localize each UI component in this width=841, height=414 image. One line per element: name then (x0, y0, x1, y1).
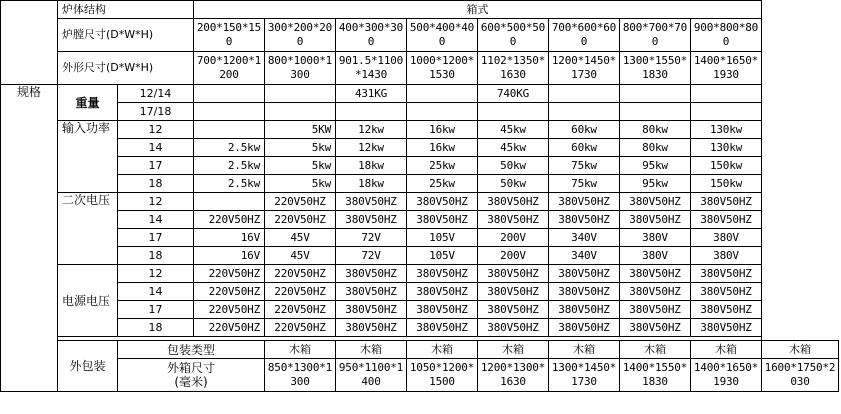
pack-size-row (1, 359, 839, 392)
supply-cell: 220V50HZ (265, 301, 336, 319)
supply-cell: 380V50HZ (336, 283, 407, 301)
supply-cell: 380V50HZ (620, 265, 691, 283)
supply-cell: 380V50HZ (620, 301, 691, 319)
power-cell: 5kw (265, 175, 336, 193)
power-cell: 75kw (549, 157, 620, 175)
weight-cell (549, 85, 620, 103)
supply-cell: 380V50HZ (620, 283, 691, 301)
row-num: 12 (118, 265, 194, 283)
row-num: 14 (118, 139, 194, 157)
outer-cell: 800*1000*1300 (265, 52, 336, 85)
power-cell: 12kw (336, 121, 407, 139)
supply-cell: 380V50HZ (691, 319, 762, 337)
outer-cell: 700*1200*1200 (194, 52, 265, 85)
power-cell: 75kw (549, 175, 620, 193)
outer-cell: 1300*1550*1830 (620, 52, 691, 85)
supply-cell: 380V50HZ (691, 265, 762, 283)
power-cell: 95kw (620, 175, 691, 193)
supply-cell: 220V50HZ (265, 319, 336, 337)
supply-cell: 380V50HZ (691, 283, 762, 301)
row-num: 17 (118, 229, 194, 247)
supply-cell: 380V50HZ (336, 265, 407, 283)
outer-cell: 901.5*1100*1430 (336, 52, 407, 85)
secondary-row (1, 193, 839, 211)
power-cell: 150kw (691, 157, 762, 175)
supply-row (1, 301, 839, 319)
weight-cell (265, 85, 336, 103)
supply-cell: 220V50HZ (194, 283, 265, 301)
pack-type-cell: 木箱 (478, 341, 549, 359)
secondary-cell: 380V50HZ (549, 193, 620, 211)
secondary-cell: 380V50HZ (336, 211, 407, 229)
chamber-cell: 800*700*700 (620, 19, 691, 52)
pack-size-cell: 850*1300*1300 (265, 359, 336, 392)
power-cell: 18kw (336, 175, 407, 193)
chamber-cell: 200*150*150 (194, 19, 265, 52)
supply-cell: 380V50HZ (478, 283, 549, 301)
weight-label: 重量 (58, 85, 118, 121)
power-cell: 16kw (407, 121, 478, 139)
weight-row-17-18 (1, 103, 839, 121)
secondary-cell: 45V (265, 247, 336, 265)
chamber-row (1, 19, 839, 52)
supply-cell: 380V50HZ (407, 265, 478, 283)
supply-cell: 380V50HZ (549, 319, 620, 337)
secondary-row (1, 247, 839, 265)
outer-cell: 1200*1450*1730 (549, 52, 620, 85)
pack-type-cell: 木箱 (336, 341, 407, 359)
secondary-cell: 200V (478, 229, 549, 247)
supply-cell: 380V50HZ (336, 301, 407, 319)
chamber-cell: 300*200*200 (265, 19, 336, 52)
secondary-cell: 200V (478, 247, 549, 265)
power-cell: 50kw (478, 175, 549, 193)
secondary-cell: 16V (194, 229, 265, 247)
secondary-cell: 16V (194, 247, 265, 265)
structure-header: 炉体结构 (58, 1, 194, 19)
pack-size-cell: 1400*1550*1830 (620, 359, 691, 392)
pack-type-label: 包装类型 (118, 341, 265, 359)
power-cell: 5kw (265, 157, 336, 175)
outer-cell: 1400*1650*1930 (691, 52, 762, 85)
row-num: 17 (118, 301, 194, 319)
power-cell: 2.5kw (194, 139, 265, 157)
pack-size-label (118, 359, 265, 392)
chamber-cell: 700*600*600 (549, 19, 620, 52)
pack-size-cell: 1200*1300*1630 (478, 359, 549, 392)
pack-type-row (1, 341, 839, 359)
power-cell: 2.5kw (194, 175, 265, 193)
secondary-cell: 380V (620, 247, 691, 265)
power-cell: 50kw (478, 157, 549, 175)
power-cell: 80kw (620, 139, 691, 157)
power-cell: 25kw (407, 157, 478, 175)
secondary-cell: 220V50HZ (265, 193, 336, 211)
weight-sub-label: 12/14 (118, 85, 194, 103)
weight-cell (407, 85, 478, 103)
supply-row (1, 283, 839, 301)
outer-row (1, 52, 839, 85)
power-cell (194, 121, 265, 139)
secondary-cell: 380V50HZ (478, 211, 549, 229)
chamber-label: 炉膛尺寸(D*W*H) (58, 19, 194, 52)
row-num: 17 (118, 157, 194, 175)
packaging-label: 外包装 (58, 341, 118, 392)
secondary-cell: 340V (549, 229, 620, 247)
power-cell: 5KW (265, 121, 336, 139)
power-cell: 2.5kw (194, 157, 265, 175)
secondary-label: 二次电压 (58, 193, 118, 265)
supply-cell: 220V50HZ (265, 265, 336, 283)
power-label: 输入功率 (58, 121, 118, 193)
secondary-cell: 380V50HZ (620, 193, 691, 211)
power-row (1, 175, 839, 193)
spec-label: 规格 (1, 85, 58, 392)
secondary-cell (194, 193, 265, 211)
secondary-cell: 380V (620, 229, 691, 247)
chamber-cell: 400*300*300 (336, 19, 407, 52)
secondary-cell: 380V50HZ (407, 211, 478, 229)
chamber-cell: 600*500*500 (478, 19, 549, 52)
row-num: 12 (118, 121, 194, 139)
outer-cell: 1102*1350*1630 (478, 52, 549, 85)
power-cell: 18kw (336, 157, 407, 175)
supply-cell: 380V50HZ (549, 283, 620, 301)
secondary-row (1, 211, 839, 229)
weight-sub-label: 17/18 (118, 103, 194, 121)
supply-cell: 380V50HZ (478, 265, 549, 283)
chamber-cell: 500*400*400 (407, 19, 478, 52)
secondary-cell: 45V (265, 229, 336, 247)
secondary-cell: 72V (336, 247, 407, 265)
weight-row-12-14 (1, 85, 839, 103)
weight-cell: 740KG (478, 85, 549, 103)
secondary-cell: 220V50HZ (194, 211, 265, 229)
supply-cell: 380V50HZ (407, 301, 478, 319)
weight-cell (620, 85, 691, 103)
supply-cell: 380V50HZ (620, 319, 691, 337)
power-cell: 150kw (691, 175, 762, 193)
power-cell: 60kw (549, 121, 620, 139)
supply-label: 电源电压 (58, 265, 118, 337)
pack-type-cell: 木箱 (407, 341, 478, 359)
outer-label: 外形尺寸(D*W*H) (58, 52, 194, 85)
power-cell: 45kw (478, 139, 549, 157)
power-cell: 12kw (336, 139, 407, 157)
secondary-cell: 380V50HZ (691, 211, 762, 229)
secondary-cell: 220V50HZ (265, 211, 336, 229)
secondary-cell: 105V (407, 247, 478, 265)
row-num: 12 (118, 193, 194, 211)
supply-cell: 220V50HZ (194, 301, 265, 319)
secondary-cell: 380V50HZ (691, 193, 762, 211)
power-row (1, 139, 839, 157)
secondary-cell: 105V (407, 229, 478, 247)
power-cell: 80kw (620, 121, 691, 139)
pack-size-cell: 1300*1450*1730 (549, 359, 620, 392)
secondary-cell: 380V50HZ (549, 211, 620, 229)
supply-row (1, 319, 839, 337)
secondary-row (1, 229, 839, 247)
row-num: 18 (118, 319, 194, 337)
secondary-cell: 380V (691, 229, 762, 247)
supply-cell: 380V50HZ (407, 319, 478, 337)
secondary-cell: 380V50HZ (620, 211, 691, 229)
pack-type-cell: 木箱 (691, 341, 762, 359)
pack-size-unit: (毫米) (174, 375, 208, 389)
pack-size-cell: 1050*1200*1500 (407, 359, 478, 392)
supply-cell: 380V50HZ (407, 283, 478, 301)
pack-type-cell: 木箱 (620, 341, 691, 359)
power-cell: 25kw (407, 175, 478, 193)
pack-size-cell: 1400*1650*1930 (691, 359, 762, 392)
header-row (1, 1, 839, 19)
supply-cell: 220V50HZ (194, 319, 265, 337)
secondary-cell: 380V50HZ (336, 193, 407, 211)
outer-cell: 1000*1200*1530 (407, 52, 478, 85)
pack-size-cell: 950*1100*1400 (336, 359, 407, 392)
secondary-cell: 72V (336, 229, 407, 247)
power-cell: 5kw (265, 139, 336, 157)
supply-cell: 380V50HZ (336, 319, 407, 337)
power-cell: 95kw (620, 157, 691, 175)
power-cell: 45kw (478, 121, 549, 139)
pack-type-cell: 木箱 (762, 341, 839, 359)
supply-cell: 380V50HZ (478, 301, 549, 319)
supply-cell: 220V50HZ (194, 265, 265, 283)
pack-type-cell: 木箱 (549, 341, 620, 359)
pack-type-cell: 木箱 (265, 341, 336, 359)
supply-cell: 220V50HZ (265, 283, 336, 301)
weight-cell: 431KG (336, 85, 407, 103)
row-num: 18 (118, 175, 194, 193)
supply-cell: 380V50HZ (478, 319, 549, 337)
weight-cell (194, 85, 265, 103)
row-num: 14 (118, 283, 194, 301)
row-num: 18 (118, 247, 194, 265)
power-cell: 130kw (691, 121, 762, 139)
power-row (1, 121, 839, 139)
corner-cell (1, 1, 58, 19)
supply-cell: 380V50HZ (549, 265, 620, 283)
power-row (1, 157, 839, 175)
box-type-header: 箱式 (194, 1, 762, 19)
secondary-cell: 380V (691, 247, 762, 265)
pack-size-title: 外箱尺寸 (166, 361, 215, 375)
supply-cell: 380V50HZ (549, 301, 620, 319)
supply-row (1, 265, 839, 283)
secondary-cell: 380V50HZ (478, 193, 549, 211)
power-cell: 60kw (549, 139, 620, 157)
row-num: 14 (118, 211, 194, 229)
chamber-cell: 900*800*800 (691, 19, 762, 52)
secondary-cell: 340V (549, 247, 620, 265)
power-cell: 130kw (691, 139, 762, 157)
weight-cell (691, 85, 762, 103)
pack-size-cell: 1600*1750*2030 (762, 359, 839, 392)
secondary-cell: 380V50HZ (407, 193, 478, 211)
power-cell: 16kw (407, 139, 478, 157)
supply-cell: 380V50HZ (691, 301, 762, 319)
